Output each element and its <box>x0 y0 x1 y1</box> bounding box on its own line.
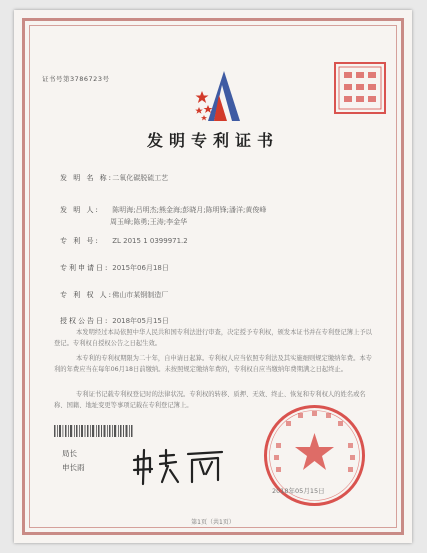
director-signature <box>130 442 230 488</box>
certificate-title: 发明专利证书 <box>146 131 279 150</box>
inventor-value-line2: 周玉峰;陈勇;王涛;李金华 <box>110 218 188 226</box>
certificate-sheet <box>14 10 412 543</box>
grant-date-value: 2018年05月15日 <box>112 317 169 325</box>
director-name: 申长雨 <box>62 463 85 472</box>
grant-date-row <box>60 316 169 326</box>
barcode <box>54 425 134 437</box>
seal-date: 2018年05月15日 <box>272 487 325 495</box>
inventor-row <box>60 205 266 215</box>
body-paragraph-3: 专利证书记载专利权登记时的法律状况。专利权的转移、质押、无效、终止、恢复和专利权人的姓名或名称、国籍、地址变更等事项记载在专利登记簿上。 <box>54 391 366 409</box>
filing-date-row <box>60 263 169 273</box>
patent-office-emblem-icon <box>192 67 252 127</box>
patent-no-label: 专 利 号: <box>60 237 100 245</box>
patentee-row <box>60 290 168 300</box>
page-number: 第1页（共1页） <box>191 519 235 526</box>
patentee-label: 专 利 权 人: <box>60 291 114 299</box>
director-label: 局长 <box>62 449 77 458</box>
invention-name-row <box>60 173 168 183</box>
certificate-number: 证书号第3786723号 <box>42 75 110 83</box>
inventor-label: 发 明 人: <box>60 206 100 214</box>
body-paragraph-1: 本发明经过本局依照中华人民共和国专利法进行审查，决定授予专利权，颁发本证书并在专利登记簿上予以登记。专利权自授权公告之日起生效。 <box>54 329 372 347</box>
grant-date-label: 授权公告日: <box>60 317 110 325</box>
director-block <box>62 447 85 475</box>
invention-name-label: 发 明 名 称: <box>60 174 114 182</box>
patent-no-value: ZL 2015 1 0399971.2 <box>112 237 188 245</box>
filing-date-value: 2015年06月18日 <box>112 264 169 272</box>
filing-date-label: 专利申请日: <box>60 264 110 272</box>
patentee-value: 佛山市某钢制造厂 <box>112 291 169 299</box>
invention-name-value: 二氧化碳脱硫工艺 <box>112 174 169 182</box>
body-paragraph-2: 本专利的专利权期限为二十年，自申请日起算。专利权人应当依照专利法及其实施细则规定缴纳年费。本专利的年费应当在每年06月18日前缴纳。未按照规定缴纳年费的，专利权自应当缴纳年费期满之日起终止。 <box>54 355 372 373</box>
inventor-value-line1: 陈明海;吕明杰;熊金海;彭晓月;陈明锋;潘洋;黄俊峰 <box>112 206 267 214</box>
top-seal-stamp <box>332 60 388 116</box>
patent-no-row <box>60 236 188 246</box>
